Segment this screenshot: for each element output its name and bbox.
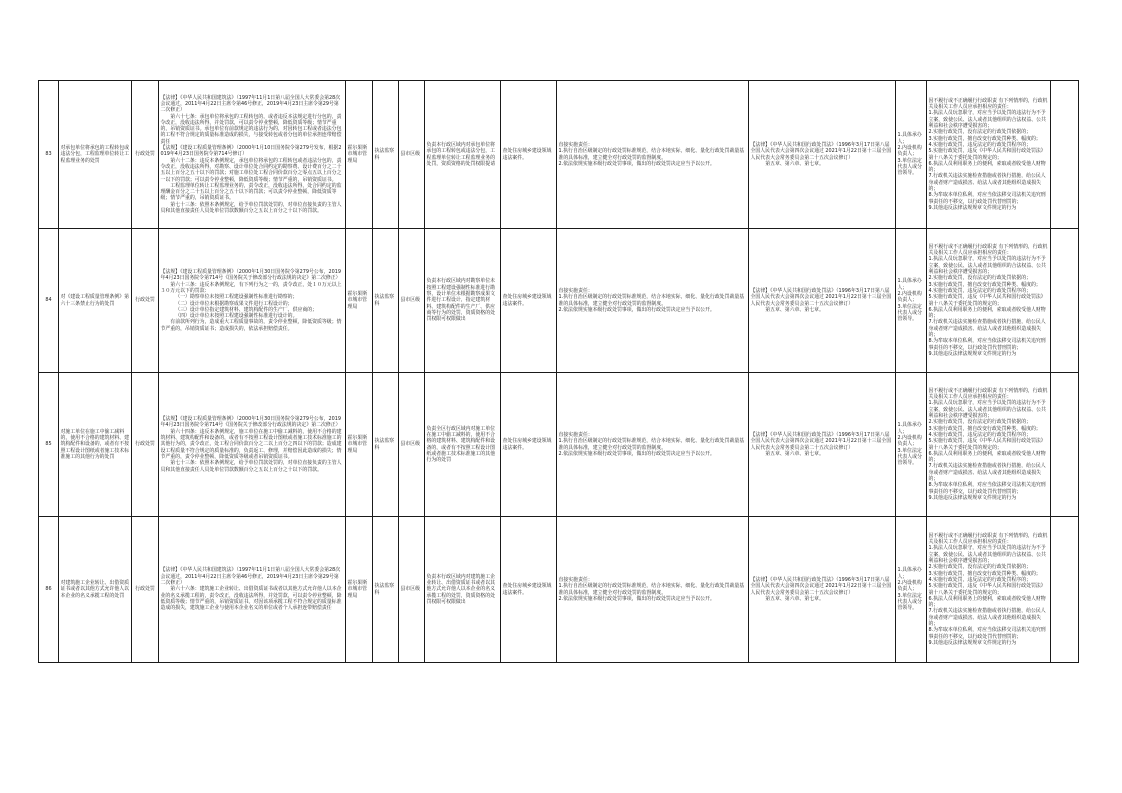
responsible-persons (896, 373, 927, 517)
circumstance-item: 6.执法人员利用职务上的便利，索取或者收受他人财物的； (928, 450, 1046, 464)
circumstance-item: 5.实施行政处罚，违反《中华人民共和国行政处罚法》第十八条关于委托处罚的规定的； (928, 583, 1046, 596)
accountability-basis (749, 373, 896, 517)
power-type: 行政处罚 (132, 517, 159, 663)
responsible-person: 1.具体承办人； (897, 278, 922, 291)
circumstance-item: 8.为牟取本单位私利，对应当依法移交司法机关追究刑事责任的不移交，以行政处罚代替刑罚的； (928, 192, 1046, 205)
remark-cell (1051, 373, 1079, 517)
duty-title: 直接实施责任： (558, 431, 593, 438)
responsibility-matter: 查处住房城乡建设领域违法案件。 (501, 373, 557, 517)
table-row (39, 81, 1079, 229)
accountability-circumstances (927, 373, 1051, 517)
accountability-basis-paragraph: 第五章、第六章、第七章。 (765, 595, 824, 602)
legal-basis-paragraph: （四）设计单位未按照工程建设强制性标准进行设计的。 (175, 313, 298, 320)
circumstance-item: 6.执法人员利用职务上的便利，索取或者收受他人财物的； (928, 160, 1046, 174)
circumstance-item: 4.实施行政处罚，违反法定的行政处罚程序的； (928, 287, 1031, 294)
accountability-circumstances (927, 229, 1051, 373)
circumstance-item: 4.实施行政处罚，违反法定的行政处罚程序的； (928, 141, 1031, 148)
duty-title: 直接实施责任： (558, 576, 593, 583)
circumstance-item: 3.实施行政处罚，擅自改变行政处罚种类、幅度的； (928, 135, 1041, 142)
row-number: 86 (39, 517, 59, 663)
legal-basis-paragraph: （一）勘察单位未按照工程建设强制性标准进行勘察的； (175, 294, 298, 301)
legal-basis-paragraph: 【法规】《建设工程质量管理条例》（2000年1月10日国务院令第279号发布，根据2019年4月23日国务院令第714号修订） (160, 145, 342, 158)
responsible-person: 3.单位法定代表人或分管领导。 (897, 157, 922, 177)
legal-basis-paragraph: 第六十三条：违反本条例规定，有下列行为之一的，责令改正，处１０万元以上３０万元以下的罚款： (160, 281, 342, 294)
circumstance-item: 6.执法人员利用职务上的便利，索取或者收受他人财物的； (928, 306, 1046, 320)
accountability-basis-paragraph: 【法律】《中华人民共和国行政处罚法》（1996年3月17日第八届全国人民代表大会第四次会议通过 2021年1月22日第十三届全国人民代表大会常务委员会第二十五次会议修订） (750, 576, 892, 596)
circumstance-item: 6.执法人员利用职务上的便利，索取或者收受他人财物的； (928, 595, 1046, 609)
responsible-person: 2.内设机构负责人； (897, 435, 922, 448)
legal-basis (159, 373, 346, 517)
department: 执法监察科 (373, 373, 399, 517)
duty-item: 2.依法依规实施本级行政处罚事项，做出的行政处罚决定应当予以公开。 (558, 160, 715, 167)
duty-content (557, 373, 749, 517)
legal-basis-paragraph: 工程监理单位转让工程监理业务的，责令改正，没收违法所得，处合同约定的监理酬金百分之二十五以上百分之五十以下的罚款；可以责令停业整顿，降低资质等级；情节严重的，吊销资质证书。 (160, 182, 342, 202)
legal-basis (159, 229, 346, 373)
legal-basis-paragraph: 第六十六条：建筑施工企业转让、出借资质证书或者以其他方式允许他人以本企业的名义承揽工程的，责令改正，没收违法所得，并处罚款，可以责令停业整顿，降低资质等级；情节严重的，吊销资质证书。对因该项承揽工程不符合规定的质量标准造成的损失，建筑施工企业与使用本企业名义的单位或者个人承担连带赔偿责任 (160, 586, 342, 612)
department: 执法监察科 (373, 229, 399, 373)
legal-basis-paragraph: 第六十四条：违反本条例规定，施工单位在施工中偷工减料的，使用不合格的建筑材料、建筑构配件和设备的，或者有不按照工程设计图纸或者施工技术标准施工的其他行为的，责令改正，处工程合同价款百分之二以上百分之四以下的罚款；造成建设工程质量不符合规定的质量标准的，负责返工、修理，并赔偿因此造成的损失；情节严重的，责令停业整顿，降低资质等级或者吊销资质证书。 (160, 428, 342, 460)
administrative-level: 县市区级 (399, 373, 425, 517)
legal-basis (159, 81, 346, 229)
legal-basis (159, 517, 346, 663)
table-row (39, 373, 1079, 517)
circumstance-item: 因不履行或不正确履行行政职责 有下列情形的，行政机关及相关工作人员应承担相应的责任： (928, 532, 1048, 546)
circumstance-item: 9.其他违反法律法规规章文件规定的行为 (928, 204, 1017, 211)
circumstance-item: 2.实施行政处罚，没有法定的行政处罚依据的； (928, 564, 1031, 571)
circumstance-item: 5.实施行政处罚，违反《中华人民共和国行政处罚法》第十八条关于委托处罚的规定的； (928, 148, 1046, 161)
accountability-basis-paragraph: 第五章、第六章、第七章。 (765, 306, 824, 313)
responsible-person: 2.内设机构负责人； (897, 145, 922, 158)
responsible-person: 3.单位法定代表人或分管领导。 (897, 303, 922, 323)
accountability-basis (749, 517, 896, 663)
duty-content (557, 229, 749, 373)
duty-item: 2.依法依规实施本级行政处罚事项，做出的行政处罚决定应当予以公开。 (558, 450, 715, 457)
row-number: 85 (39, 373, 59, 517)
implementing-agency: 霍尔果斯市城市管理局 (346, 229, 373, 373)
responsible-person: 3.单位法定代表人或分管领导。 (897, 592, 922, 612)
accountability-basis (749, 81, 896, 229)
legal-basis-paragraph: 第六十七条：承包单位将承包的工程转包的，或者违反本法规定进行分包的，责令改正，没收违法所得，并处罚款，可以责令停业整顿，降低资质等级；情节严重的，吊销资质证书。承包单位有前款规定的违法行为的，对因转包工程或者违法分包的工程不符合规定的质量标准造成的损失，与接受转包或者分包的单位承担连带赔偿责任 (160, 113, 342, 145)
administrative-level: 县市区级 (399, 81, 425, 229)
circumstance-item: 3.实施行政处罚，擅自改变行政处罚种类、幅度的； (928, 281, 1041, 288)
administrative-level: 县市区级 (399, 229, 425, 373)
legal-basis-paragraph: 【法律】《中华人民共和国建筑法》（1997年11月1日第八届全国人大常委会第28次会议通过，2011年4月22日主席令第46号修正，2019年4月23日主席令第29号第二次修正） (160, 567, 341, 587)
circumstance-item: 1.执法人员玩忽职守，对应当予以处罚的违法行为不予立案，致使公民、法人或者其他组织的合法权益、公共利益和社会秩序遭受损害的； (928, 110, 1046, 130)
responsible-persons (896, 229, 927, 373)
accountability-circumstances (927, 517, 1051, 663)
item-name: 对建筑施工企业转让、出借资质证书或者以其他方式允许他人以本企业的名义承揽工程的处罚 (59, 517, 132, 663)
duty-item: 1.执行自治区级制定的行政处罚标准规范，结合本地实际，细化、量化行政处罚裁量基准的具体标准，建立健全对行政处罚的监督制度。 (558, 294, 745, 307)
legal-basis-paragraph: 第七十三条：依照本条例规定，给予单位罚款处罚的，对单位直接负责的主管人员和其他直接责任人员处单位罚款数额百分之五以上百分之十以下的罚款。 (160, 201, 342, 215)
legal-basis-paragraph: （三）设计单位指定建筑材料、建筑构配件的生产厂、供应商的； (175, 306, 318, 313)
responsible-person: 3.单位法定代表人或分管领导。 (897, 447, 922, 467)
circumstance-item: 8.为牟取本单位私利，对应当依法移交司法机关追究刑事责任的不移交，以行政处罚代替刑罚的； (928, 338, 1046, 351)
circumstance-item: 因不履行或不正确履行行政职责 有下列情形的，行政机关及相关工作人员应承担相应的责任： (928, 97, 1048, 111)
administrative-level: 县市区级 (399, 517, 425, 663)
remark-cell (1051, 229, 1079, 373)
circumstance-item: 因不履行或不正确履行行政职责 有下列情形的，行政机关及相关工作人员应承担相应的责任： (928, 243, 1048, 257)
accountability-basis-paragraph: 【法律】《中华人民共和国行政处罚法》（1996年3月17日第八届全国人民代表大会第四次会议通过 2021年1月22日第十三届全国人民代表大会常务委员会第二十五次会议修订） (750, 141, 892, 161)
implementing-agency: 霍尔果斯市城市管理局 (346, 517, 373, 663)
circumstance-item: 4.实施行政处罚，违反法定的行政处罚程序的； (928, 576, 1031, 583)
duty-content (557, 517, 749, 663)
legal-basis-paragraph: 【法律】《中华人民共和国建筑法》（1997年11月1日第八届全国人大常委会第28次会议通过，2011年4月22日主席令第46号修正，2019年4月23日主席令第29号第二次修正） (160, 94, 341, 114)
duty-item: 1.执行自治区级制定的行政处罚标准规范，结合本地实际，细化、量化行政处罚裁量基准的具体标准，建立健全对行政处罚的监督制度。 (558, 438, 745, 451)
circumstance-item: 2.实施行政处罚，没有法定的行政处罚依据的； (928, 275, 1031, 282)
duty-item: 2.依法依规实施本级行政处罚事项，做出的行政处罚决定应当予以公开。 (558, 595, 715, 602)
circumstance-item: 2.实施行政处罚，没有法定的行政处罚依据的； (928, 419, 1031, 426)
circumstance-item: 5.实施行政处罚，违反《中华人民共和国行政处罚法》第十八条关于委托处罚的规定的； (928, 294, 1046, 307)
duty-title: 直接实施责任： (558, 287, 593, 294)
accountability-basis (749, 229, 896, 373)
accountability-basis-paragraph: 第五章、第六章、第七章。 (765, 450, 824, 457)
responsibility-matter: 查处住房城乡建设领域违法案件。 (501, 229, 557, 373)
circumstance-item: 1.执法人员玩忽职守，对应当予以处罚的违法行为不予立案，致使公民、法人或者其他组织的合法权益、公共利益和社会秩序遭受损害的； (928, 256, 1046, 276)
responsible-person: 1.具体承办人； (897, 422, 922, 435)
accountability-circumstances (927, 81, 1051, 229)
department: 执法监察科 (373, 81, 399, 229)
item-name: 对施工单位在施工中偷工减料的，使用不合格的建筑材料、建筑构配件和设备的，或者有不按照工程设计图纸或者施工技术标准施工的其他行为的处罚 (59, 373, 132, 517)
responsible-person: 1.具体承办人； (897, 132, 922, 145)
table-row (39, 229, 1079, 373)
responsible-person: 2.内设机构负责人； (897, 580, 922, 593)
legal-basis-paragraph: 第七十三条：依照本条例规定，给予单位罚款处罚的，对单位直接负责的主管人员和其他直接责任人员处单位罚款数额百分之五以上百分之十以下的罚款。 (160, 460, 342, 473)
department: 执法监察科 (373, 517, 399, 663)
duty-item: 1.执行自治区级制定的行政处罚标准规范，结合本地实际，细化、量化行政处罚裁量基准的具体标准，建立健全对行政处罚的监督制度。 (558, 583, 745, 596)
circumstance-item: 7.行政机关违法实施检查措施或者执行措施，给公民人身或者财产造成损害、给法人或者其他组织造成损失的； (928, 173, 1046, 192)
power-type: 行政处罚 (132, 373, 159, 517)
power-list-table (38, 80, 1079, 663)
remark-cell (1051, 81, 1079, 229)
item-name: 对《建设工程质量管理条例》第六十三条禁止行为的处罚 (59, 229, 132, 373)
circumstance-item: 1.执法人员玩忽职守，对应当予以处罚的违法行为不予立案，致使公民、法人或者其他组织的合法权益、公共利益和社会秩序遭受损害的； (928, 545, 1046, 565)
responsibility-scope: 负责本行政区域内对勘察单位未按照工程建设强制性标准进行勘察，设计单位未根据勘察成果文件进行工程设计，指定建筑材料、建筑构配件的生产厂、供应商等行为的处罚，资质资格的处罚权限可权限做出 (425, 229, 501, 373)
legal-basis-paragraph: 有前款所列行为，造成重大工程质量事故的，责令停业整顿，降低资质等级；情节严重的，吊销资质证书；造成损失的，依法承担赔偿责任。 (160, 319, 342, 332)
circumstance-item: 3.实施行政处罚，擅自改变行政处罚种类、幅度的； (928, 570, 1041, 577)
circumstance-item: 9.其他违反法律法规规章文件规定的行为 (928, 639, 1017, 646)
responsible-person: 1.具体承办人； (897, 567, 922, 580)
circumstance-item: 2.实施行政处罚，没有法定的行政处罚依据的； (928, 129, 1031, 136)
circumstance-item: 8.为牟取本单位私利，对应当依法移交司法机关追究刑事责任的不移交，以行政处罚代替刑罚的； (928, 482, 1046, 495)
implementing-agency: 霍尔果斯市城市管理局 (346, 373, 373, 517)
accountability-basis-paragraph: 【法律】《中华人民共和国行政处罚法》（1996年3月17日第八届全国人民代表大会第四次会议通过 2021年1月22日第十三届全国人民代表大会常务委员会第二十五次会议修订） (750, 287, 892, 307)
power-type: 行政处罚 (132, 81, 159, 229)
responsibility-scope: 负责本行政区域内对承包单位将承包的工程转包或违法分包，工程监理单位转让工程监理业务的处罚，资质资格的处罚权限提请 (425, 81, 501, 229)
responsibility-scope: 负责全区行政区域内对施工单位在施工中偷工减料的，使用不合格的建筑材料、建筑构配件和设备的，或者有不按照工程设计图纸或者施工技术标准施工的其他行为的处罚 (425, 373, 501, 517)
table-row (39, 517, 1079, 663)
accountability-basis-paragraph: 【法律】《中华人民共和国行政处罚法》（1996年3月17日第八届全国人民代表大会第四次会议通过 2021年1月22日第十三届全国人民代表大会常务委员会第二十五次会议修订） (750, 431, 892, 451)
power-type: 行政处罚 (132, 229, 159, 373)
circumstance-item: 8.为牟取本单位私利，对应当依法移交司法机关追究刑事责任的不移交，以行政处罚代替刑罚的； (928, 627, 1046, 640)
circumstance-item: 因不履行或不正确履行行政职责 有下列情形的，行政机关及相关工作人员应承担相应的责任： (928, 387, 1048, 401)
circumstance-item: 1.执法人员玩忽职守，对应当予以处罚的违法行为不予立案，致使公民、法人或者其他组织的合法权益、公共利益和社会秩序遭受损害的； (928, 400, 1046, 420)
legal-basis-paragraph: 【法规】《建设工程质量管理条例》（2000年1月30日国务院令第279号公布，2019年4月23日国务院令第714号《国务院关于修改部分行政法规的决定》第二次修正） (160, 416, 341, 429)
circumstance-item: 9.其他违反法律法规规章文件规定的行为 (928, 350, 1017, 357)
duty-content (557, 81, 749, 229)
circumstance-item: 7.行政机关违法实施检查措施或者执行措施，给公民人身或者财产造成损害、给法人或者其他组织造成损失的； (928, 319, 1046, 338)
responsible-persons (896, 81, 927, 229)
circumstance-item: 7.行政机关违法实施检查措施或者执行措施，给公民人身或者财产造成损害、给法人或者其他组织造成损失的； (928, 463, 1046, 482)
row-number: 83 (39, 81, 59, 229)
circumstance-item: 4.实施行政处罚，违反法定的行政处罚程序的； (928, 431, 1031, 438)
item-name: 对承包单位将承包的工程转包或违法分包，工程监理单位转让工程监理业务的处罚 (59, 81, 132, 229)
circumstance-item: 5.实施行政处罚，违反《中华人民共和国行政处罚法》第十八条关于委托处罚的规定的； (928, 438, 1046, 451)
legal-basis-paragraph: （二）设计单位未根据勘察成果文件进行工程设计的； (175, 300, 293, 307)
accountability-basis-paragraph: 第五章、第六章、第七章。 (765, 160, 824, 167)
circumstance-item: 7.行政机关违法实施检查措施或者执行措施，给公民人身或者财产造成损害、给法人或者其他组织造成损失的； (928, 608, 1046, 627)
duty-item: 2.依法依规实施本级行政处罚事项，做出的行政处罚决定应当予以公开。 (558, 306, 715, 313)
responsibility-matter: 查处住房城乡建设领域违法案件。 (501, 517, 557, 663)
circumstance-item: 3.实施行政处罚，擅自改变行政处罚种类、幅度的； (928, 425, 1041, 432)
legal-basis-paragraph: 【法规】《建设工程质量管理条例》（2000年1月30日国务院令第279号公布，2019年4月23日国务院令第714号《国务院关于修改部分行政法规的决定》第二次修正） (160, 269, 341, 282)
responsibility-scope: 负责本行政区域内对建筑施工企业转让、出借资质证书或者以其他方式允许他人以本企业的名义承揽工程的处罚，资质资格的处罚权限可权限做出 (425, 517, 501, 663)
row-number: 84 (39, 229, 59, 373)
duty-item: 1.执行自治区级制定的行政处罚标准规范，结合本地实际，细化、量化行政处罚裁量基准的具体标准，建立健全对行政处罚的监督制度。 (558, 148, 745, 161)
responsibility-matter: 查处住房城乡建设领域违法案件。 (501, 81, 557, 229)
responsible-person: 2.内设机构负责人； (897, 291, 922, 304)
legal-basis-paragraph: 第六十二条：违反本条例规定，承包单位将承包的工程转包或者违法分包的，责令改正，没收违法所得，对勘察、设计单位处合同约定的勘察费、设计费百分之二十五以上百分之五十以下的罚款；对施工单位处工程合同价款百分之零点五以上百分之一以下的罚款；可以责令停业整顿，降低资质等级；情节严重的，吊销资质证书。 (160, 157, 342, 183)
duty-title: 直接实施责任： (558, 141, 593, 148)
responsible-persons (896, 517, 927, 663)
implementing-agency: 霍尔果斯市城市管理局 (346, 81, 373, 229)
remark-cell (1051, 517, 1079, 663)
circumstance-item: 9.其他违反法律法规规章文件规定的行为 (928, 494, 1017, 501)
